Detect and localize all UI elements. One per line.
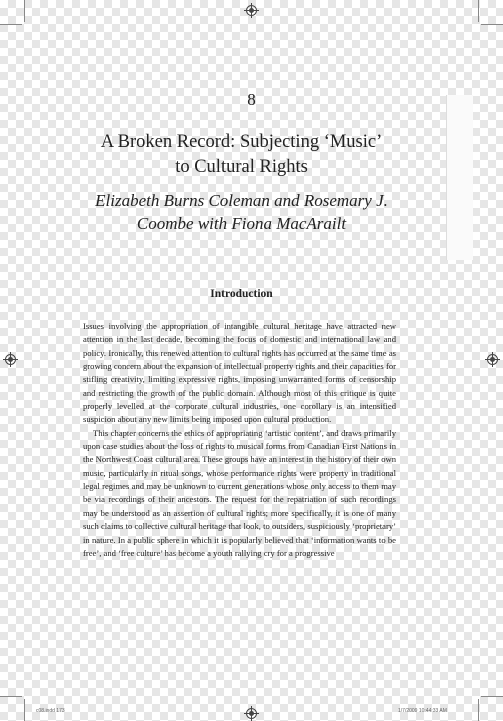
- crop-mark: [481, 696, 503, 697]
- paragraph: This chapter concerns the ethics of appropriating ‘artistic content’, and draws primarily upon case studies about the loss of rights to musical forms from Canadian First Nations in the Northwest Coast cultural area. These groups have an interest in the history of their own music, particularly in ritual songs, whose performance rights were property in traditional legal regimes and may be unknown to current generations whose only access to them may be via recordings of their ancestors. The request for the repatriation of such recordings may be understood as an assertion of cultural rights; more specifically, it is one of many such claims to collective cultural heritage that look, to outsiders, suspiciously ‘proprietary’ in nature. In a public sphere in which it is popularly believed that ‘information wants to be free’, and ‘free culture’ has become a youth rallying cry for a progressive: [83, 427, 396, 558]
- authors-line: Coombe with Fiona MacArailt: [136, 214, 347, 233]
- thumb-tab: [446, 95, 473, 260]
- chapter-title-line: A Broken Record: Subjecting ‘Music’: [100, 132, 383, 152]
- section-heading: Introduction: [210, 288, 273, 300]
- crop-mark: [481, 24, 503, 25]
- crop-mark: [478, 0, 479, 22]
- registration-mark-top: [246, 5, 257, 16]
- chapter-title-line: to Cultural Rights: [175, 157, 308, 177]
- crop-mark: [0, 696, 22, 697]
- authors-line: Elizabeth Burns Coleman and Rosemary J.: [95, 191, 388, 210]
- chapter-authors: [40, 189, 443, 235]
- registration-mark-left: [5, 354, 16, 365]
- crop-mark: [478, 699, 479, 721]
- slug-datetime: 1/7/2009 10:44:33 AM: [398, 708, 447, 714]
- crop-mark: [0, 24, 22, 25]
- slug-filename: c08.indd 173: [36, 708, 65, 714]
- chapter-number: 8: [247, 90, 256, 109]
- body-text: [83, 320, 396, 560]
- crop-mark: [24, 699, 25, 721]
- crop-mark: [24, 0, 25, 22]
- chapter-title: [40, 130, 443, 180]
- paragraph: Issues involving the appropriation of intangible cultural heritage have attracted new attention in the last decade, becoming the focus of domestic and international law and policy. Ironically, this renewed attention to cultural rights has occurred at the same time as growing concern about the expansion of intellectual property rights and their capacities for stifling creativity, limiting expressive rights, imposing unwarranted forms of censorship and restricting the growth of the public domain. Although most of this critique is quite properly levelled at the corporate cultural industries, one corollary is an intensified suspicion about any new limits being imposed upon cultural production.: [83, 321, 396, 425]
- registration-mark-bottom: [246, 708, 257, 719]
- registration-mark-right: [487, 354, 498, 365]
